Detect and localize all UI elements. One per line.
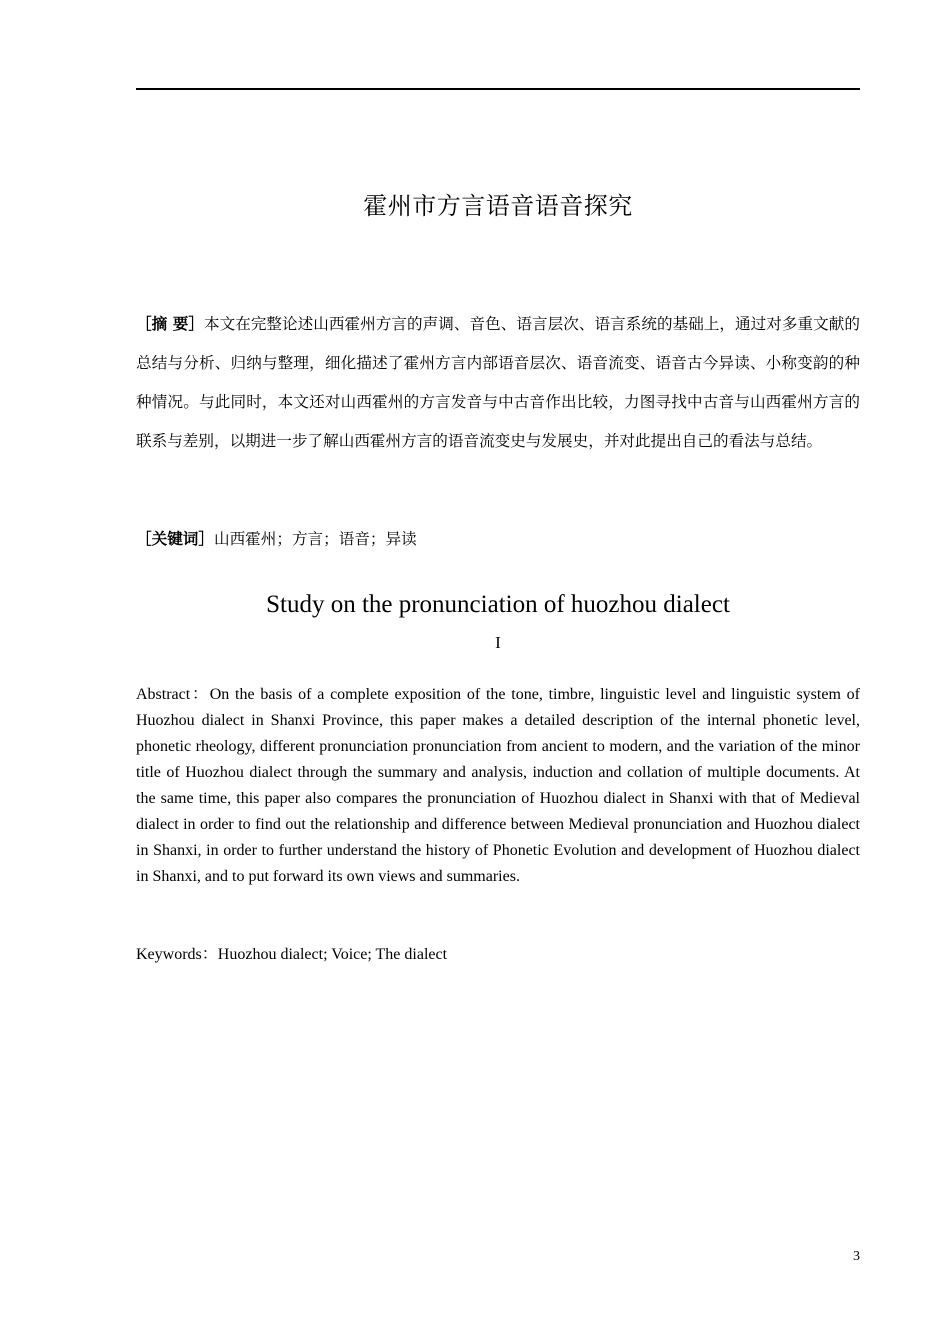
english-abstract-label: Abstract： xyxy=(136,686,210,703)
chinese-abstract xyxy=(136,305,860,461)
page-number: 3 xyxy=(853,1249,860,1264)
english-keywords-text: Huozhou dialect; Voice; The dialect xyxy=(217,946,448,963)
english-title: Study on the pronunciation of huozhou dialect xyxy=(266,591,730,618)
english-abstract xyxy=(136,682,860,890)
header-rule xyxy=(136,88,860,90)
chinese-title: 霍州市方言语音语音探究 xyxy=(363,192,633,220)
chinese-abstract-label: ［摘 要］ xyxy=(136,315,204,333)
chinese-keywords-text: 山西霍州；方言；语音；异读 xyxy=(213,530,417,548)
roman-numeral: I xyxy=(495,633,501,652)
chinese-keywords xyxy=(136,522,860,556)
english-keywords xyxy=(136,942,860,968)
english-abstract-text: On the basis of a complete exposition of the tone, timbre, linguistic level and linguistic system of Huozhou dialect in Shanxi Province, this paper makes a detailed description of the internal phonetic level, phonetic rheology, different pronunciation pronunciation from ancient to modern, and the variation of the minor title of Huozhou dialect through the summary and analysis, induction and collation of multiple documents. At the same time, this paper also compares the pronunciation of Huozhou dialect in Shanxi with that of Medieval dialect in order to find out the relationship and difference between Medieval pronunciation and Huozhou dialect in Shanxi, in order to further understand the history of Phonetic Evolution and development of Huozhou dialect in Shanxi, and to put forward its own views and summaries. xyxy=(136,686,860,885)
chinese-abstract-text: 本文在完整论述山西霍州方言的声调、音色、语言层次、语言系统的基础上，通过对多重文献的总结与分析、归纳与整理，细化描述了霍州方言内部语音层次、语音流变、语音古今异读、小称变韵的种种情况。与此同时，本文还对山西霍州的方言发音与中古音作出比较，力图寻找中古音与山西霍州方言的联系与差别，以期进一步了解山西霍州方言的语音流变史与发展史，并对此提出自己的看法与总结。 xyxy=(136,315,860,450)
chinese-keywords-label: ［关键词］ xyxy=(136,530,214,548)
english-keywords-label: Keywords： xyxy=(136,946,218,963)
